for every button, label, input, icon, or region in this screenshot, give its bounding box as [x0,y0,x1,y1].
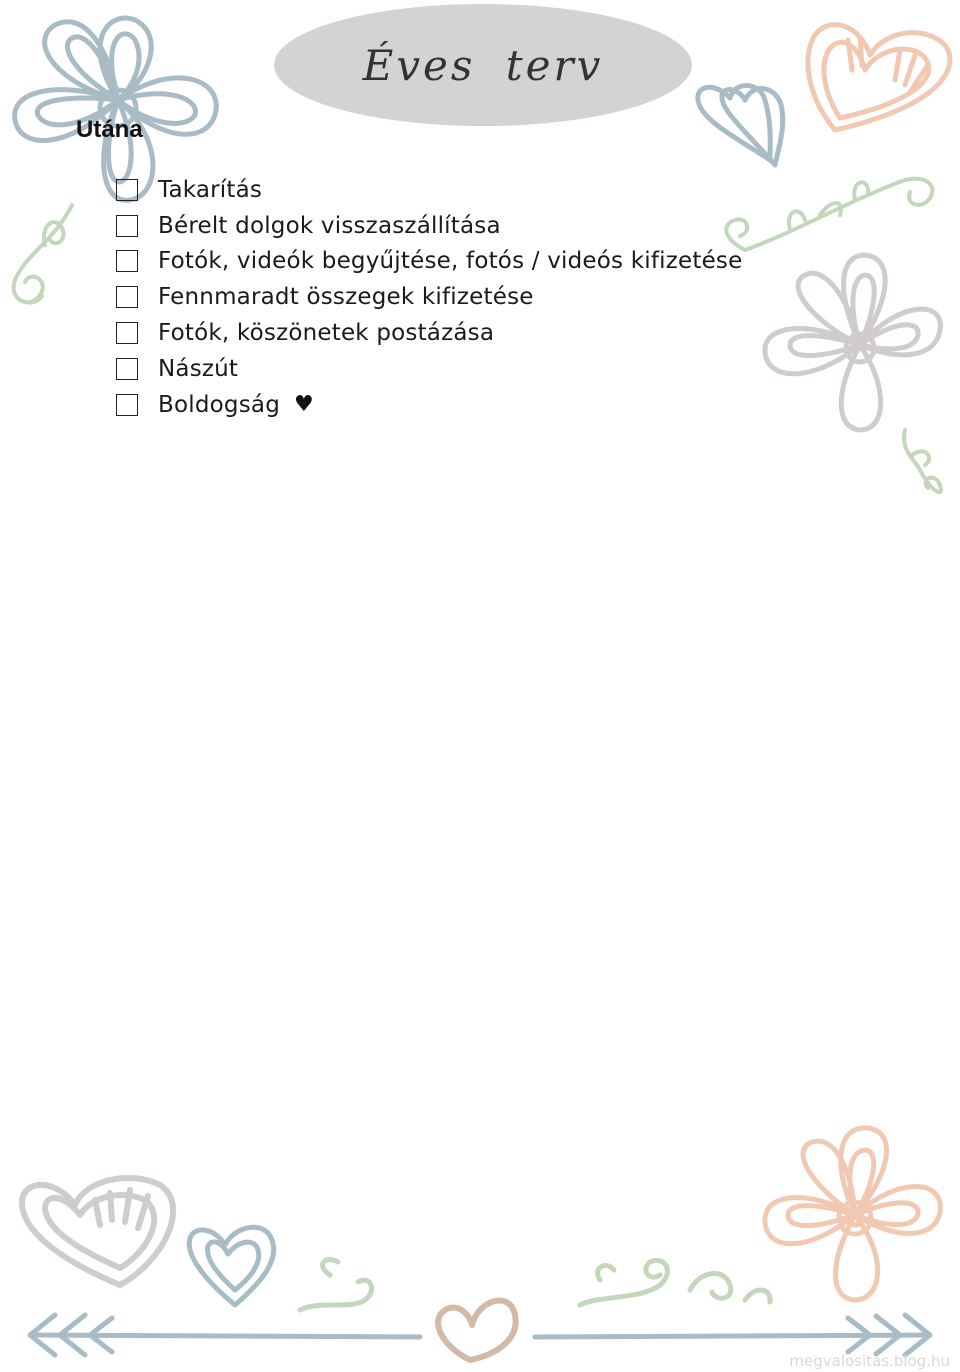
swirl-icon [300,1260,372,1310]
checklist-item-label: Nászút [158,355,239,382]
heart-icon [808,25,950,130]
checklist-item [116,315,742,351]
swirl-icon [14,205,72,303]
checklist-item-label: Boldogság [158,391,280,418]
checkbox[interactable] [116,358,138,380]
checklist-item-label: Fotók, köszönetek postázása [158,320,495,347]
checklist-item [116,208,742,244]
checkbox[interactable] [116,179,138,201]
heart-icon [698,85,783,165]
section-heading: Utána [76,116,143,143]
checkbox[interactable] [116,286,138,308]
arrow-icon [535,1315,930,1355]
arrow-icon [30,1315,420,1355]
swirl-icon [904,430,941,492]
checklist-item [116,244,742,280]
checkbox[interactable] [116,215,138,237]
checkbox[interactable] [116,394,138,416]
watermark: megvalositas.blog.hu [789,1352,950,1370]
checklist-item-label: Takarítás [158,176,263,203]
flower-icon [765,1128,940,1300]
page-title: Éves terv [362,40,604,90]
checklist-item [116,351,742,387]
checklist-item-label: Fotók, videók begyűjtése, fotós / videós kifizetése [158,248,743,275]
checklist-item [116,279,742,315]
heart-icon [189,1227,273,1305]
checklist [116,172,742,423]
heart-icon [22,1178,173,1285]
flower-icon [765,255,940,430]
checklist-item-label: Bérelt dolgok visszaszállítása [158,212,501,239]
checklist-item [116,172,742,208]
heart-icon [438,1301,516,1360]
checklist-item-label: Fennmaradt összegek kifizetése [158,284,534,311]
checklist-item [116,387,742,423]
title-banner [274,4,692,126]
swirl-icon [580,1260,770,1305]
heart-icon: ♥ [294,392,314,418]
checkbox[interactable] [116,250,138,272]
checkbox[interactable] [116,322,138,344]
branch-icon [726,179,932,250]
